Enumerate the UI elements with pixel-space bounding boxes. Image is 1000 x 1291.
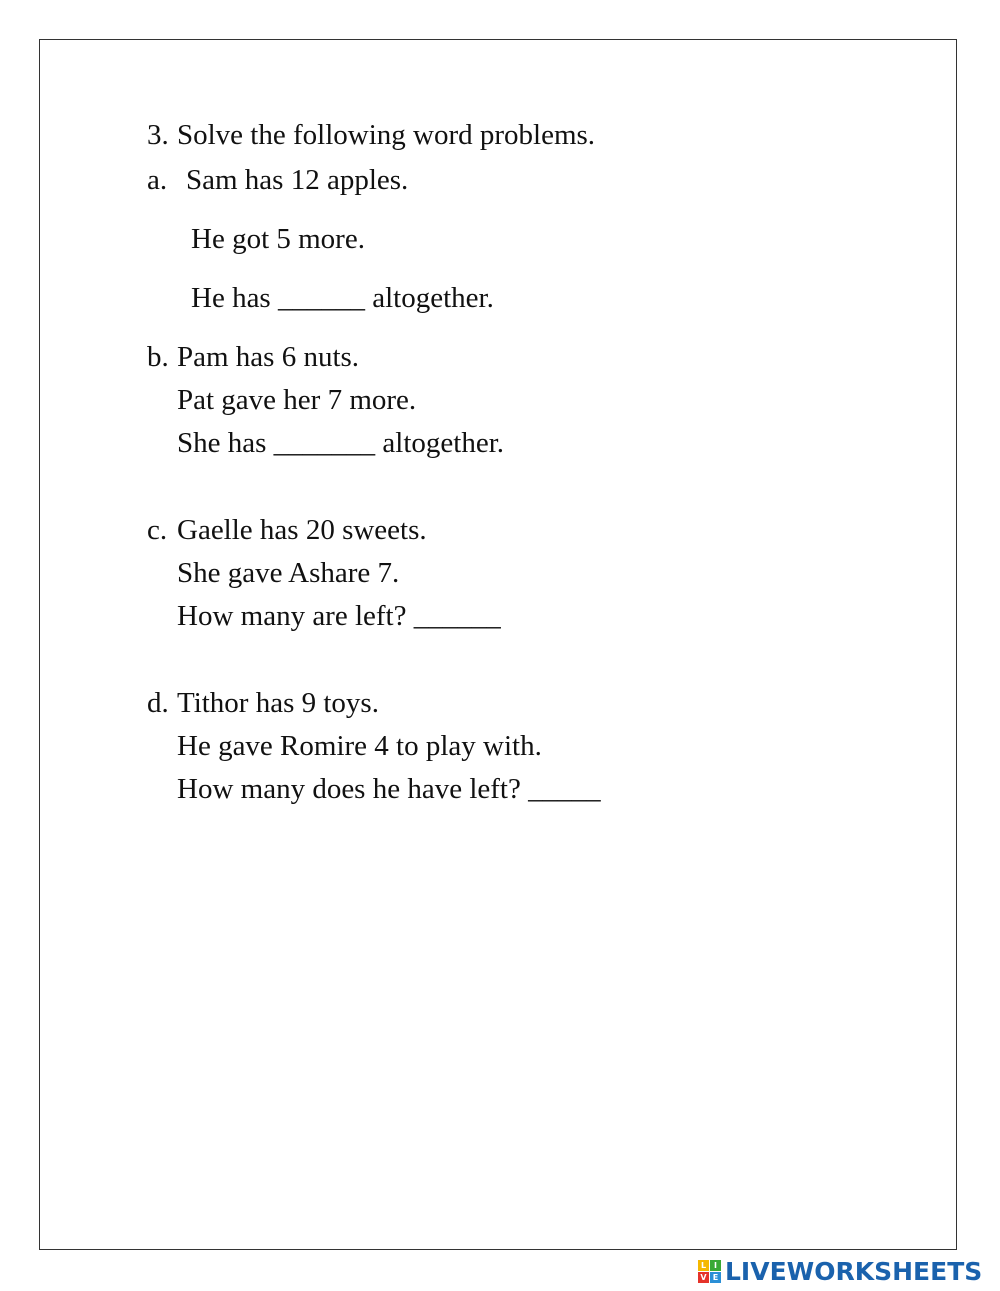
logo-cell-i: I [710,1260,721,1271]
heading-text: Solve the following word problems. [177,119,596,151]
problem-a-line-3: He has ______ altogether. [191,282,494,314]
problem-a-marker: a. [147,164,168,196]
problem-b-line-1: Pam has 6 nuts. [177,341,360,373]
problem-c-line-2: She gave Ashare 7. [177,557,400,589]
problem-b-marker: b. [147,341,169,373]
page-border [39,39,957,1250]
problem-d-line-3: How many does he have left? _____ [177,773,601,805]
logo-text: LIVEWORKSHEETS [725,1256,983,1286]
logo-cell-v: V [698,1272,709,1283]
problem-a-line-2: He got 5 more. [191,223,365,255]
problem-b-line-2: Pat gave her 7 more. [177,384,417,416]
logo-cell-l: L [698,1260,709,1271]
problem-a-line-1: Sam has 12 apples. [186,164,409,196]
problem-d-line-2: He gave Romire 4 to play with. [177,730,542,762]
problem-c-marker: c. [147,514,168,546]
logo-cell-e: E [710,1272,721,1283]
problem-c-line-3: How many are left? ______ [177,600,501,632]
problem-c-line-1: Gaelle has 20 sweets. [177,514,427,546]
problem-d-marker: d. [147,687,169,719]
problem-d-line-1: Tithor has 9 toys. [177,687,379,719]
liveworksheets-logo[interactable] [698,1256,982,1286]
heading-number: 3. [147,119,169,151]
logo-grid-icon [698,1260,721,1283]
problem-b-line-3: She has _______ altogether. [177,427,505,459]
